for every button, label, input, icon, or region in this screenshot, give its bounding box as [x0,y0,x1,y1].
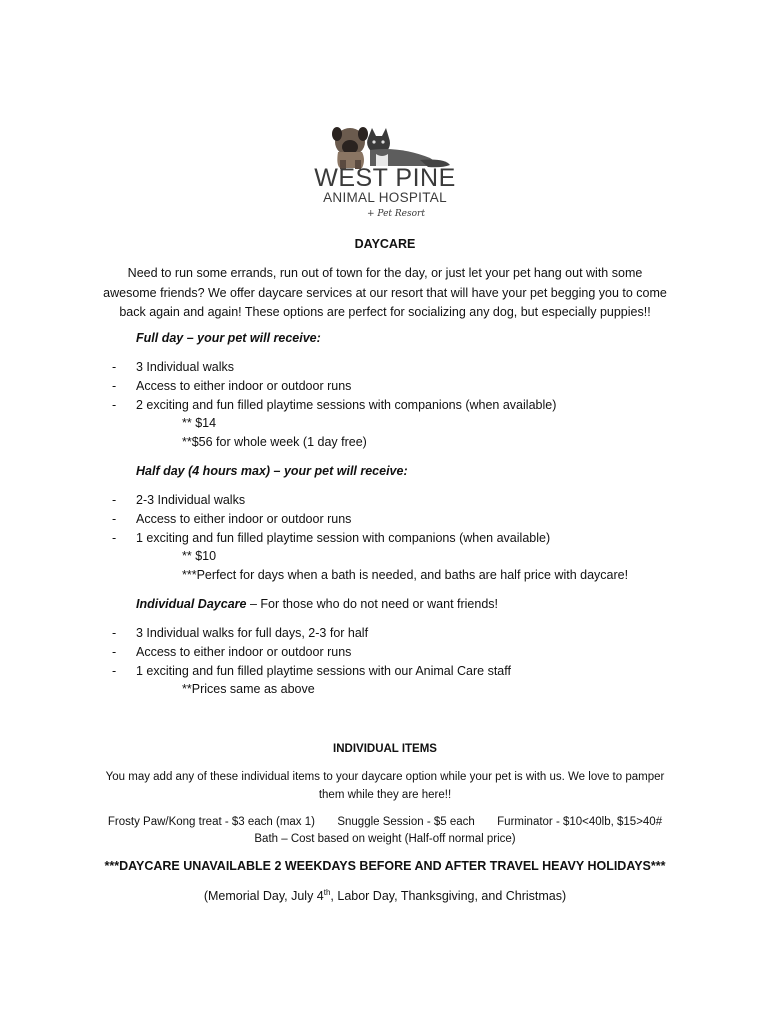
west-pine-logo [300,120,470,220]
bullet: - [112,493,117,507]
bullet: - [112,531,117,545]
price-note: ** $14 [182,416,217,430]
logo-line2: ANIMAL HOSPITAL [323,190,447,205]
holidays-after: , Labor Day, Thanksgiving, and Christmas) [330,889,567,903]
bullet: - [112,626,117,640]
individual-items-row-1: Frosty Paw/Kong treat - $3 each (max 1) Snuggle Session - $5 each Furminator - $10<40lb, $15>40# [107,816,663,828]
list-item: 3 Individual walks for full days, 2-3 for half [136,626,369,640]
individual-items-intro-1: You may add any of these individual items to your daycare option while your pet is with us. We love to pamper [105,771,665,783]
individual-items-intro-2: them while they are here!! [318,789,452,801]
logo-line1: WEST PINE [314,164,456,192]
logo-line3: + Pet Resort [367,209,425,219]
individual-daycare-heading-bold: Individual Daycare [136,597,247,611]
holidays-before: (Memorial Day, July 4 [203,889,324,903]
price-note: **Prices same as above [182,682,315,696]
intro-line-2: awesome friends? We offer daycare services at our resort that will have your pet begging you to come [103,286,667,300]
list-item: 3 Individual walks [136,360,234,374]
list-item: 2-3 Individual walks [136,493,246,507]
bullet: - [112,379,117,393]
holidays-line [0,887,770,905]
holiday-notice: ***DAYCARE UNAVAILABLE 2 WEEKDAYS BEFORE AND AFTER TRAVEL HEAVY HOLIDAYS*** [104,859,666,873]
holidays-sup: th [323,887,331,897]
list-item: 1 exciting and fun filled playtime session with companions (when available) [136,531,551,545]
intro-line-3: back again and again! These options are perfect for socializing any dog, but especially puppies!! [119,305,651,319]
list-item: Access to either indoor or outdoor runs [136,645,352,659]
bullet: - [112,645,117,659]
full-day-heading: Full day – your pet will receive: [136,331,321,345]
bullet: - [112,664,117,678]
list-item: 2 exciting and fun filled playtime sessions with companions (when available) [136,398,557,412]
half-day-heading: Half day (4 hours max) – your pet will receive: [136,464,408,478]
bullet: - [112,398,117,412]
bullet: - [112,360,117,374]
price-note: ** $10 [182,549,217,563]
bullet: - [112,512,117,526]
list-item: 1 exciting and fun filled playtime sessions with our Animal Care staff [136,664,511,678]
individual-items-title: INDIVIDUAL ITEMS [333,743,437,755]
price-note: **$56 for whole week (1 day free) [182,435,367,449]
list-item: Access to either indoor or outdoor runs [136,512,352,526]
price-note: ***Perfect for days when a bath is needed, and baths are half price with daycare! [182,568,629,582]
cat-icon [367,128,450,167]
individual-items-row-2: Bath – Cost based on weight (Half-off normal price) [254,833,516,845]
intro-line-1: Need to run some errands, run out of town for the day, or just let your pet hang out with some [127,266,643,280]
individual-daycare-heading-rest: – For those who do not need or want friends! [246,597,499,611]
page-title: DAYCARE [354,237,416,251]
individual-daycare-heading [136,597,498,611]
list-item: Access to either indoor or outdoor runs [136,379,352,393]
dog-icon [332,127,368,169]
